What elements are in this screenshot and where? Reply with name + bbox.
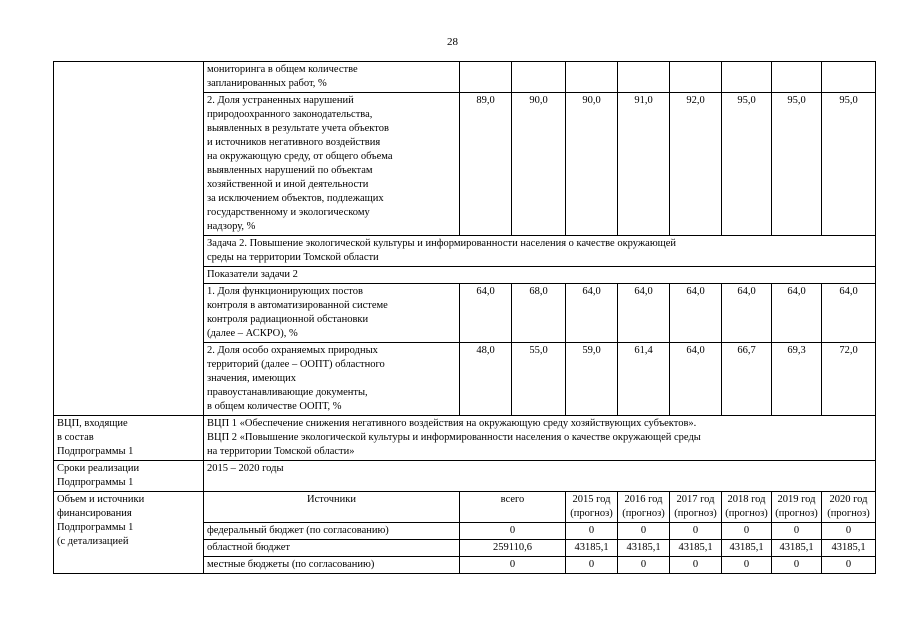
text-line: ВЦП 1 «Обеспечение снижения негативного воздействия на окружающую среду хозяйствующих субъектов». (207, 418, 697, 429)
indicator-value: 66,7 (722, 343, 772, 416)
indicator-value: 89,0 (460, 93, 512, 236)
indicator-value (460, 62, 512, 93)
source-year-value: 43185,1 (566, 540, 618, 557)
indicator-value: 64,0 (772, 284, 822, 343)
source-year-value: 0 (822, 523, 876, 540)
text-line: Подпрограммы 1 (57, 522, 134, 533)
text-line: (прогноз) (725, 508, 768, 519)
source-name: федеральный бюджет (по согласованию) (204, 523, 460, 540)
year-header (722, 492, 772, 523)
source-year-value: 0 (618, 523, 670, 540)
indicator-value (772, 62, 822, 93)
indicator-value: 64,0 (566, 284, 618, 343)
text-line: мониторинга в общем количестве (207, 64, 358, 75)
indicator-value: 64,0 (822, 284, 876, 343)
source-year-value: 43185,1 (670, 540, 722, 557)
source-year-value: 0 (722, 523, 772, 540)
indicator-value: 64,0 (722, 284, 772, 343)
text-line: 2015 год (572, 494, 611, 505)
passport-table (53, 61, 876, 574)
indicator-name (204, 284, 460, 343)
text-line: (с детализацией (57, 536, 129, 547)
source-total: 259110,6 (460, 540, 566, 557)
indicator-value: 64,0 (670, 284, 722, 343)
indicator-value (670, 62, 722, 93)
text-line: 2019 год (777, 494, 816, 505)
indicator-value: 91,0 (618, 93, 670, 236)
text-line: территорий (далее – ООПТ) областного (207, 359, 385, 370)
indicator-value: 92,0 (670, 93, 722, 236)
source-year-value: 0 (772, 523, 822, 540)
vcp-text (204, 416, 876, 461)
text-line: природоохранного законодательства, (207, 109, 373, 120)
text-line: Подпрограммы 1 (57, 446, 134, 457)
text-line: 2016 год (624, 494, 663, 505)
section-label-cell (54, 62, 204, 416)
year-header (670, 492, 722, 523)
text-line: 2020 год (829, 494, 868, 505)
indicator-value: 61,4 (618, 343, 670, 416)
indicator-value: 64,0 (618, 284, 670, 343)
text-line: ВЦП 2 «Повышение экологической культуры и информированности населения о качестве окружающей среды (207, 432, 701, 443)
indicator-value: 95,0 (822, 93, 876, 236)
source-total: 0 (460, 523, 566, 540)
indicator-value: 64,0 (460, 284, 512, 343)
financing-label (54, 492, 204, 574)
text-line: выявленных в результате учета объектов (207, 123, 389, 134)
text-line: значения, имеющих (207, 373, 296, 384)
indicator-value (512, 62, 566, 93)
indicator-value (722, 62, 772, 93)
text-line: (прогноз) (570, 508, 613, 519)
vcp-row (54, 416, 876, 461)
task-indicators-header: Показатели задачи 2 (204, 267, 876, 284)
indicator-value: 64,0 (670, 343, 722, 416)
source-year-value: 0 (670, 557, 722, 574)
indicator-value: 69,3 (772, 343, 822, 416)
indicator-value: 95,0 (722, 93, 772, 236)
indicator-value: 55,0 (512, 343, 566, 416)
terms-value: 2015 – 2020 годы (204, 461, 876, 492)
text-line: за исключением объектов, подлежащих (207, 193, 384, 204)
source-year-value: 43185,1 (772, 540, 822, 557)
text-line: выявленных нарушений по объектам (207, 165, 373, 176)
indicator-value: 48,0 (460, 343, 512, 416)
total-header: всего (460, 492, 566, 523)
text-line: в общем количестве ООПТ, % (207, 401, 342, 412)
source-year-value: 0 (772, 557, 822, 574)
text-line: 2017 год (676, 494, 715, 505)
text-line: 2. Доля устраненных нарушений (207, 95, 354, 106)
text-line: государственному и экологическому (207, 207, 370, 218)
text-line: (прогноз) (827, 508, 870, 519)
indicator-value: 72,0 (822, 343, 876, 416)
source-total: 0 (460, 557, 566, 574)
source-year-value: 0 (618, 557, 670, 574)
financing-header-row (54, 492, 876, 523)
vcp-label (54, 416, 204, 461)
indicator-name (204, 62, 460, 93)
source-year-value: 43185,1 (822, 540, 876, 557)
text-line: (прогноз) (622, 508, 665, 519)
indicator-row (54, 62, 876, 93)
indicator-value (566, 62, 618, 93)
text-line: Задача 2. Повышение экологической культуры и информированности населения о качестве окружающей (207, 238, 677, 249)
indicator-value (822, 62, 876, 93)
source-name: местные бюджеты (по согласованию) (204, 557, 460, 574)
indicator-name (204, 343, 460, 416)
text-line: 2. Доля особо охраняемых природных (207, 345, 378, 356)
text-line: контроля в автоматизированной системе (207, 300, 388, 311)
terms-row (54, 461, 876, 492)
indicator-value: 95,0 (772, 93, 822, 236)
text-line: и источников негативного воздействия (207, 137, 381, 148)
text-line: Сроки реализации (57, 463, 140, 474)
text-line: 1. Доля функционирующих постов (207, 286, 363, 297)
year-header (566, 492, 618, 523)
text-line: в состав (57, 432, 94, 443)
indicator-value: 68,0 (512, 284, 566, 343)
text-line: ВЦП, входящие (57, 418, 128, 429)
page-number: 28 (447, 36, 458, 48)
text-line: контроля радиационной обстановки (207, 314, 369, 325)
source-year-value: 0 (722, 557, 772, 574)
source-year-value: 0 (566, 557, 618, 574)
text-line: Подпрограммы 1 (57, 477, 134, 488)
task-title (204, 236, 876, 267)
indicator-value: 59,0 (566, 343, 618, 416)
indicator-value (618, 62, 670, 93)
year-header (822, 492, 876, 523)
year-header (618, 492, 670, 523)
text-line: на территории Томской области» (207, 446, 355, 457)
source-year-value: 0 (566, 523, 618, 540)
text-line: среды на территории Томской области (207, 252, 379, 263)
indicator-value: 90,0 (512, 93, 566, 236)
text-line: (далее – АСКРО), % (207, 328, 298, 339)
year-header (772, 492, 822, 523)
indicator-value: 90,0 (566, 93, 618, 236)
source-year-value: 0 (670, 523, 722, 540)
text-line: Объем и источники (57, 494, 145, 505)
text-line: на окружающую среду, от общего объема (207, 151, 393, 162)
text-line: 2018 год (727, 494, 766, 505)
text-line: финансирования (57, 508, 132, 519)
text-line: хозяйственной и иной деятельности (207, 179, 369, 190)
source-name: областной бюджет (204, 540, 460, 557)
source-year-value: 43185,1 (618, 540, 670, 557)
terms-label (54, 461, 204, 492)
text-line: (прогноз) (775, 508, 818, 519)
sources-header: Источники (204, 492, 460, 523)
indicator-name (204, 93, 460, 236)
text-line: правоустанавливающие документы, (207, 387, 368, 398)
text-line: надзору, % (207, 221, 256, 232)
source-year-value: 43185,1 (722, 540, 772, 557)
text-line: (прогноз) (674, 508, 717, 519)
source-year-value: 0 (822, 557, 876, 574)
text-line: запланированных работ, % (207, 78, 327, 89)
